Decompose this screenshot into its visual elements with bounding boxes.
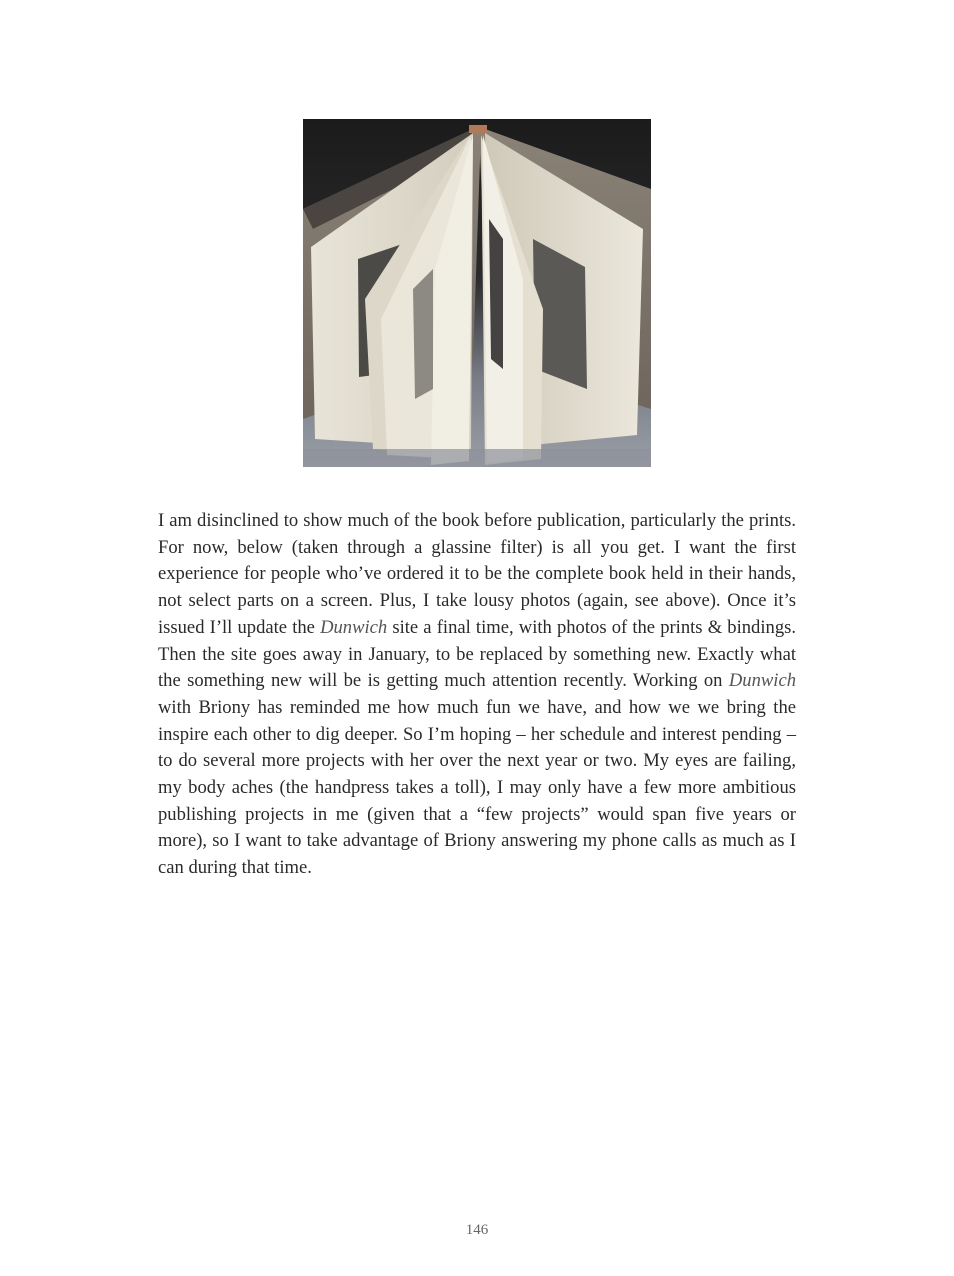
page-number: 146	[465, 1222, 489, 1238]
book-photo	[303, 119, 651, 467]
paragraph-text: site a final time, with photos of the prints & bindings. Then the site goes away in January, to be replaced by something new. Exactly what the something new will be is getting much attention recently. Working on	[158, 616, 797, 692]
book-title-italic: Dunwich	[320, 616, 388, 638]
paragraph-text: with Briony has reminded me how much fun we have, and how we we bring the inspire each other to dig deeper. So I’m hoping – her schedule and interest pending – to do several more projects with her over the next year or two. My eyes are failing, my body aches (the handpress takes a toll), I may only have a few more ambitious publishing projects in me (given that a “few projects” would span five years or more), so I want to take advantage of Briony answering my phone calls as much as I can during that time.	[158, 696, 796, 879]
paragraph-text: I am disinclined to show much of the book before publication, particularly the prints. For now, below (taken through a glassine filter) is all you get. I want the first experience for people who’ve ordered it to be the complete book held in their hands, not select parts on a screen. Plus, I take lousy photos (again, see above). Once it’s issued I’ll update the	[158, 510, 796, 638]
body-paragraph	[158, 508, 796, 882]
book-title-italic: Dunwich	[728, 670, 796, 692]
